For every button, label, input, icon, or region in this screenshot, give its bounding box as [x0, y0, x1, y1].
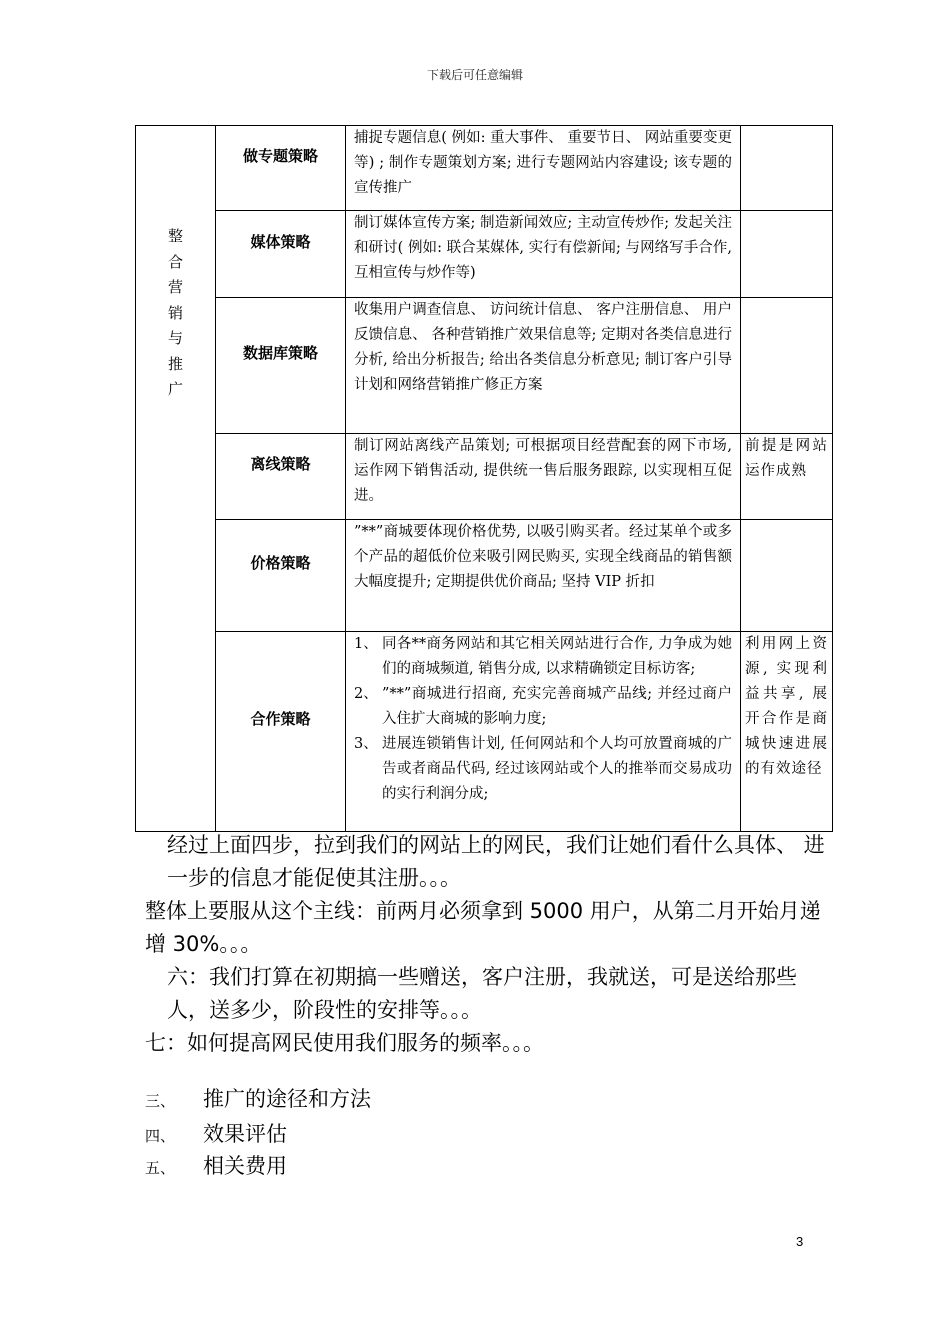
section-title: 效果评估	[203, 1122, 287, 1146]
strategy-name: 合作策略	[216, 632, 346, 832]
table-row	[136, 434, 833, 520]
table-row	[136, 632, 833, 832]
section-number: 四、	[145, 1127, 176, 1145]
page-number: 3	[796, 1234, 804, 1249]
list-item: 2、 ”**”商城进行招商, 充实完善商城产品线; 并经过商户入住扩大商城的影响力度;	[354, 686, 732, 727]
strategy-desc	[346, 632, 741, 832]
strategy-desc: 制订媒体宣传方案; 制造新闻效应; 主动宣传炒作; 发起关注和研讨( 例如: 联合某媒体, 实行有偿新闻; 与网络写手合作, 互相宣传与炒作等)	[346, 211, 741, 298]
body-paragraphs	[145, 829, 825, 1060]
section-heading	[145, 1150, 745, 1180]
strategy-desc: 捕捉专题信息( 例如: 重大事件、 重要节日、 网站重要变更等) ; 制作专题策划方案; 进行专题网站内容建设; 该专题的宣传推广	[346, 126, 741, 211]
section-heading	[145, 1083, 745, 1113]
strategy-note	[741, 126, 833, 211]
table-row	[136, 126, 833, 211]
page-header: 下载后可任意编辑	[426, 68, 523, 82]
section-title: 推广的途径和方法	[203, 1087, 371, 1111]
strategy-note	[741, 298, 833, 434]
table-row	[136, 211, 833, 298]
paragraph: 六：我们打算在初期搞一些赠送，客户注册，我就送，可是送给那些人，送多少，阶段性的安排等。。。	[167, 965, 797, 1022]
strategy-name: 离线策略	[216, 434, 346, 520]
section-number: 五、	[145, 1159, 176, 1177]
strategy-desc: 制订网站离线产品策划; 可根据项目经营配套的网下市场, 运作网下销售活动, 提供统一售后服务跟踪, 以实现相互促进。	[346, 434, 741, 520]
section-title: 相关费用	[203, 1154, 287, 1178]
strategy-desc: 收集用户调查信息、 访问统计信息、 客户注册信息、 用户反馈信息、 各种营销推广效果信息等; 定期对各类信息进行分析, 给出分析报告; 给出各类信息分析意见; 制订客户引导计划和网络营销推广修正方案	[346, 298, 741, 434]
category-label: 整合营销与推广	[167, 227, 183, 398]
strategy-note: 前提是网站运作成熟	[741, 434, 833, 520]
strategy-note	[741, 211, 833, 298]
strategy-name: 数据库策略	[216, 298, 346, 434]
strategy-table	[135, 125, 833, 832]
section-number: 三、	[145, 1092, 176, 1110]
list-item: 3、 进展连锁销售计划, 任何网站和个人均可放置商城的广告或者商品代码, 经过该网站或个人的推举而交易成功的实行利润分成;	[354, 736, 732, 802]
strategy-desc: ”**”商城要体现价格优势, 以吸引购买者。经过某单个或多个产品的超低价位来吸引网民购买, 实现全线商品的销售额大幅度提升; 定期提供优价商品; 坚持 VIP 折扣	[346, 520, 741, 632]
strategy-name: 媒体策略	[216, 211, 346, 298]
table-row	[136, 520, 833, 632]
list-item: 1、 同各**商务网站和其它相关网站进行合作, 力争成为她们的商城频道, 销售分成, 以求精确锁定目标访客;	[354, 636, 732, 677]
table-row	[136, 298, 833, 434]
section-heading	[145, 1118, 745, 1148]
strategy-note: 利用网上资源, 实现利益共享, 展开合作是商城快速进展的有效途径	[741, 632, 833, 832]
category-cell	[136, 126, 216, 832]
paragraph: 七：如何提高网民使用我们服务的频率。。。	[145, 1031, 544, 1055]
strategy-note	[741, 520, 833, 632]
strategy-name: 做专题策略	[216, 126, 346, 211]
paragraph: 整体上要服从这个主线：前两月必须拿到 5000 用户，从第二月开始月递增 30%。。。	[145, 899, 821, 956]
paragraph: 经过上面四步，拉到我们的网站上的网民，我们让她们看什么具体、 进一步的信息才能促使其注册。。。	[167, 833, 825, 890]
cooperation-list	[354, 632, 732, 807]
strategy-name: 价格策略	[216, 520, 346, 632]
